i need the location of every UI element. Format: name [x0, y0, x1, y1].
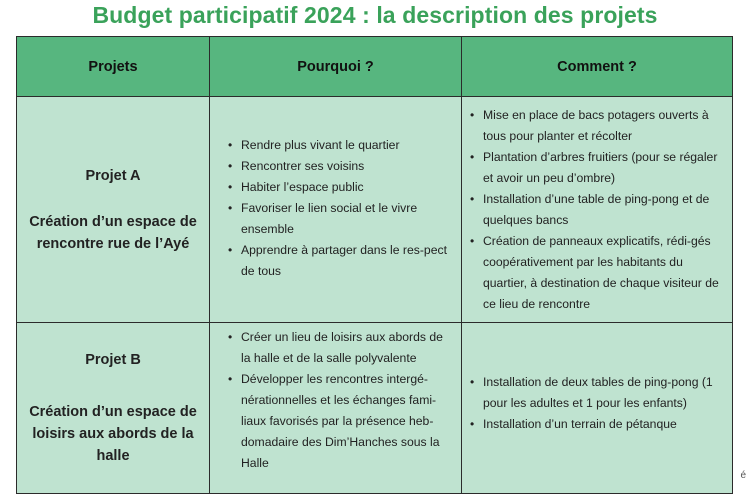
- table-row-projet-b: [17, 323, 733, 494]
- project-a-why-list: [210, 97, 461, 282]
- project-a-how-cell: [462, 97, 733, 323]
- header-comment: Comment ?: [462, 37, 733, 97]
- table-row-projet-a: [17, 97, 733, 323]
- list-item: • Favoriser le lien social et le vivre ensemble: [228, 198, 451, 240]
- project-a-title: Création d’un espace de rencontre rue de l’Ayé: [29, 213, 197, 252]
- list-item: • Créer un lieu de loisirs aux abords de la halle et de la salle polyvalente: [228, 327, 451, 369]
- project-b-title: Création d’un espace de loisirs aux abords de la halle: [29, 404, 197, 464]
- list-item: • Apprendre à partager dans le res-pect de tous: [228, 240, 451, 282]
- page-title: Budget participatif 2024 : la description des projets: [92, 2, 658, 28]
- project-b-why-cell: [210, 323, 462, 494]
- list-item: • Plantation d’arbres fruitiers (pour se régaler et avoir un peu d’ombre): [470, 147, 722, 189]
- project-b-name: Projet B: [85, 352, 141, 368]
- list-item: • Habiter l’espace public: [228, 177, 451, 198]
- header-projets: Projets: [17, 37, 210, 97]
- project-b-cell: [17, 323, 210, 494]
- project-a-name: Projet A: [85, 167, 141, 184]
- list-item: • Rendre plus vivant le quartier: [228, 135, 451, 156]
- project-b-how-list: [462, 323, 732, 435]
- project-a-cell: [17, 97, 210, 323]
- list-item: • Mise en place de bacs potagers ouverts à tous pour planter et récolter: [470, 105, 722, 147]
- project-b-why-list: [210, 323, 461, 474]
- list-item: • Installation d’une table de ping-pong et de quelques bancs: [470, 189, 722, 231]
- table-header-row: [17, 37, 733, 97]
- list-item: • Rencontrer ses voisins: [228, 156, 451, 177]
- project-a-how-list: [462, 97, 732, 315]
- projects-table: [16, 36, 733, 494]
- header-pourquoi: Pourquoi ?: [210, 37, 462, 97]
- list-item: • Installation de deux tables de ping-pong (1 pour les adultes et 1 pour les enfants): [470, 372, 722, 414]
- list-item: • Développer les rencontres intergé-nérationnelles et les échanges fami-liaux favorisés par la présence heb-domadaire des Dim’Hanches sous la Halle: [228, 369, 451, 474]
- list-item: • Création de panneaux explicatifs, rédi-gés coopérativement par les habitants du quartier, à destination de chaque visiteur de ce lieu de rencontre: [470, 231, 722, 315]
- list-item: • Installation d’un terrain de pétanque: [470, 414, 722, 435]
- project-a-why-cell: [210, 97, 462, 323]
- project-b-how-cell: [462, 323, 733, 494]
- cutoff-text-fragment: é: [740, 470, 746, 481]
